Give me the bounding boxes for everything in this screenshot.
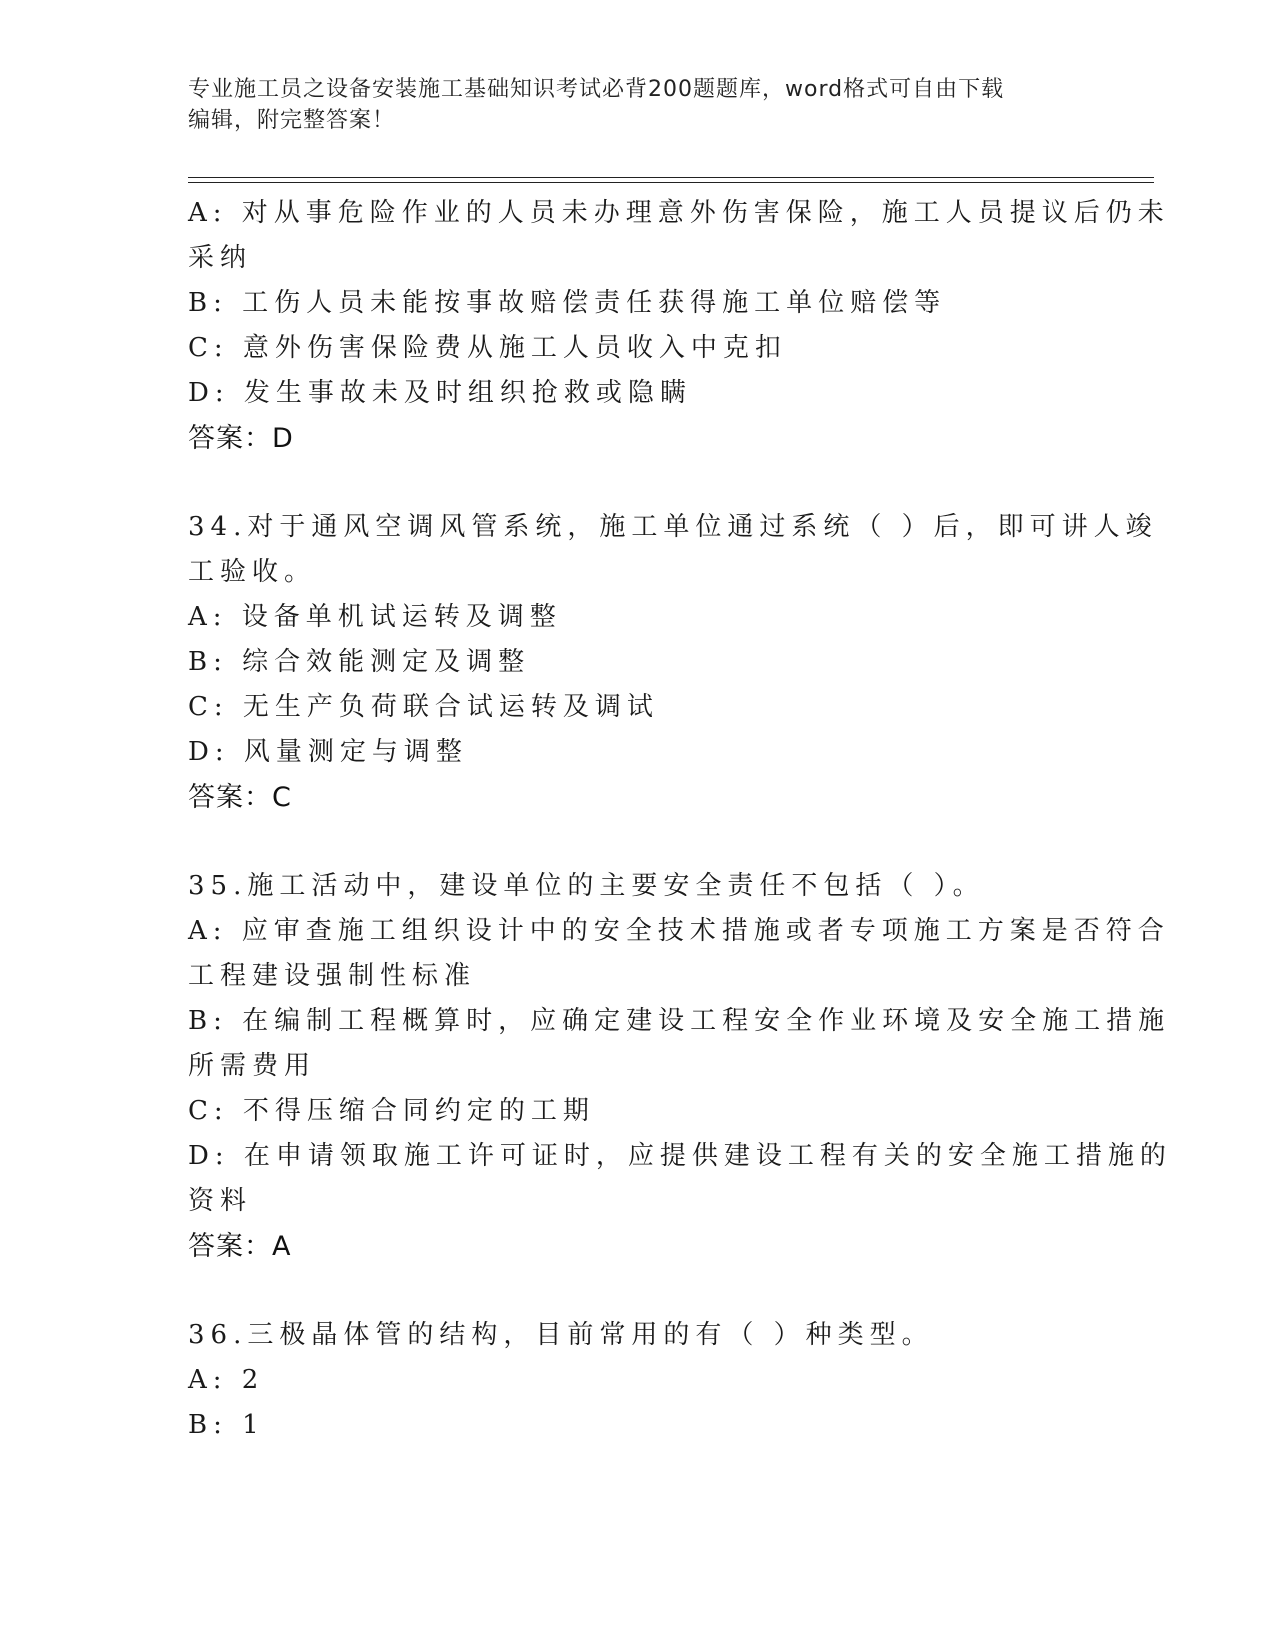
option-c: C: 不得压缩合同约定的工期 (188, 1096, 595, 1126)
option-a: A: 2 (188, 1365, 265, 1395)
answer-label: 答案：C (188, 782, 292, 813)
option-d-line-1: D: 在申请领取施工许可证时，应提供建设工程有关的安全施工措施的 (188, 1141, 1172, 1171)
question-content (188, 191, 1172, 1448)
question-stem-line-2: 工验收。 (188, 557, 317, 587)
option-a-line-2: 采纳 (188, 243, 253, 273)
option-b: B: 工伤人员未能按事故赔偿责任获得施工单位赔偿等 (188, 288, 947, 318)
spacer (188, 1270, 1088, 1313)
answer-label: 答案：A (188, 1231, 292, 1262)
question-block-previous (188, 191, 1170, 462)
header-title-line-1: 专业施工员之设备安装施工基础知识考试必背200题题库，word格式可自由下载 (188, 77, 1005, 102)
header-divider-bottom (188, 182, 1154, 183)
question-stem-line-1: 34.对于通风空调风管系统，施工单位通过系统（ ）后，即可讲人竣 (188, 512, 1158, 542)
option-a-line-1: A: 对从事危险作业的人员未办理意外伤害保险，施工人员提议后仍未 (188, 198, 1170, 228)
option-c: C: 无生产负荷联合试运转及调试 (188, 692, 659, 722)
answer-label: 答案：D (188, 423, 294, 454)
option-b-line-1: B: 在编制工程概算时，应确定建设工程安全作业环境及安全施工措施 (188, 1006, 1171, 1036)
document-header (188, 74, 1068, 136)
option-b: B: 1 (188, 1410, 265, 1440)
option-b: B: 综合效能测定及调整 (188, 647, 531, 677)
header-title-line-2: 编辑，附完整答案！ (188, 108, 396, 133)
question-stem: 35.施工活动中，建设单位的主要安全责任不包括（ ）。 (188, 871, 985, 901)
option-c: C: 意外伤害保险费从施工人员收入中克扣 (188, 333, 787, 363)
option-a-line-2: 工程建设强制性标准 (188, 961, 477, 991)
option-a-line-1: A: 应审查施工组织设计中的安全技术措施或者专项施工方案是否符合 (188, 916, 1170, 946)
option-d: D: 风量测定与调整 (188, 737, 468, 767)
option-d: D: 发生事故未及时组织抢救或隐瞒 (188, 378, 692, 408)
question-block-36 (188, 1313, 1088, 1448)
spacer (188, 462, 1088, 505)
question-block-34 (188, 505, 1158, 821)
spacer (188, 821, 1088, 864)
header-divider-top (188, 177, 1154, 178)
option-a: A: 设备单机试运转及调整 (188, 602, 562, 632)
question-block-35 (188, 864, 1172, 1270)
option-b-line-2: 所需费用 (188, 1051, 317, 1081)
question-stem: 36.三极晶体管的结构，目前常用的有（ ）种类型。 (188, 1320, 934, 1350)
option-d-line-2: 资料 (188, 1186, 253, 1216)
